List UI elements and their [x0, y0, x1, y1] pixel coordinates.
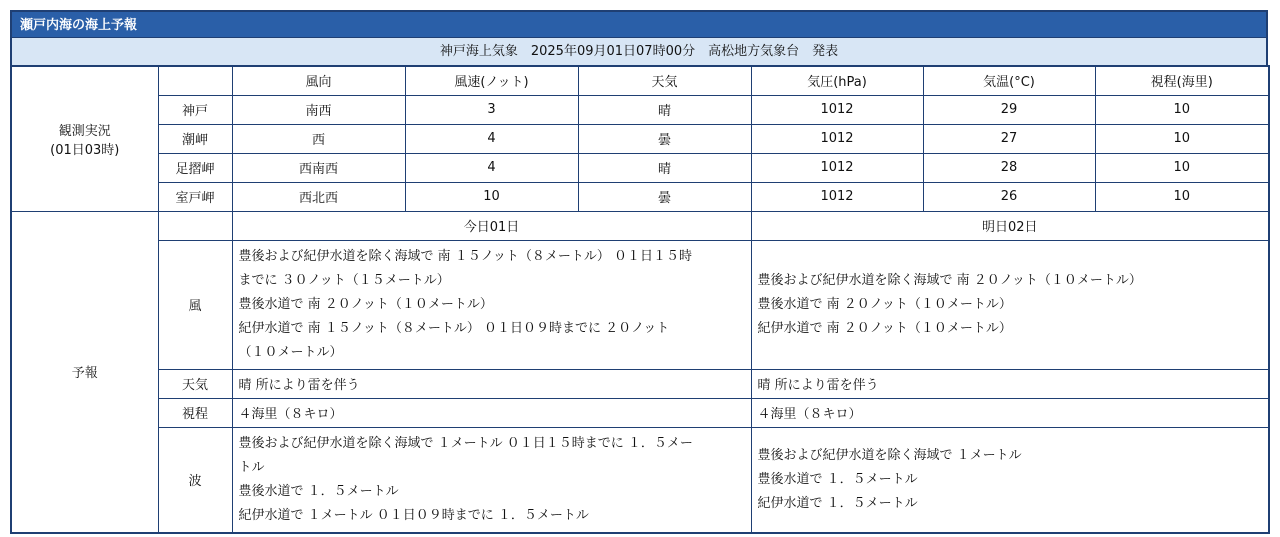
element-label: 波 — [158, 427, 232, 533]
station-name: 潮岬 — [158, 124, 232, 153]
issue-info: 神戸海上気象 2025年09月01日07時00分 高松地方気象台 発表 — [10, 37, 1268, 65]
table-cell: 曇 — [578, 124, 751, 153]
day-header-today: 今日01日 — [232, 211, 751, 240]
column-header: 風向 — [232, 66, 405, 95]
element-label: 天気 — [158, 369, 232, 398]
station-header-blank — [158, 66, 232, 95]
forecast-label: 予報 — [11, 211, 158, 533]
visibility-today: ４海里（８キロ） — [232, 398, 751, 427]
table-cell: 10 — [405, 182, 578, 211]
forecast-day-header-row — [11, 211, 1269, 240]
table-cell: 1012 — [751, 95, 923, 124]
column-header: 風速(ノット) — [405, 66, 578, 95]
table-cell: 西南西 — [232, 153, 405, 182]
waves-tomorrow: 豊後および紀伊水道を除く海域で １メートル 豊後水道で １．５メートル 紀伊水道で １．５メートル — [751, 427, 1269, 533]
waves-today: 豊後および紀伊水道を除く海域で １メートル ０１日１５時までに １．５メー トル 豊後水道で １．５メートル 紀伊水道で １メートル ０１日０９時までに １．５メートル — [232, 427, 751, 533]
station-name: 足摺岬 — [158, 153, 232, 182]
table-cell: 3 — [405, 95, 578, 124]
table-cell: 29 — [923, 95, 1095, 124]
table-row — [11, 182, 1269, 211]
table-cell: 4 — [405, 124, 578, 153]
observation-header-row — [11, 66, 1269, 95]
weather-row — [11, 369, 1269, 398]
station-name: 神戸 — [158, 95, 232, 124]
table-cell: 28 — [923, 153, 1095, 182]
table-row — [11, 124, 1269, 153]
table-row — [11, 95, 1269, 124]
station-name: 室戸岬 — [158, 182, 232, 211]
wind-row — [11, 240, 1269, 369]
day-header-tomorrow: 明日02日 — [751, 211, 1269, 240]
table-cell: 10 — [1095, 124, 1269, 153]
visibility-row — [11, 398, 1269, 427]
table-cell: 26 — [923, 182, 1095, 211]
table-cell: 27 — [923, 124, 1095, 153]
element-label: 風 — [158, 240, 232, 369]
marine-forecast-panel — [10, 10, 1268, 534]
table-cell: 10 — [1095, 182, 1269, 211]
table-cell: 10 — [1095, 95, 1269, 124]
observation-label: 観測実況 (01日03時) — [11, 66, 158, 211]
wind-tomorrow: 豊後および紀伊水道を除く海域で 南 ２０ノット（１０メートル） 豊後水道で 南 ２０ノット（１０メートル） 紀伊水道で 南 ２０ノット（１０メートル） — [751, 240, 1269, 369]
table-cell: 10 — [1095, 153, 1269, 182]
column-header: 視程(海里) — [1095, 66, 1269, 95]
column-header: 気温(°C) — [923, 66, 1095, 95]
table-cell: 1012 — [751, 124, 923, 153]
table-cell: 西 — [232, 124, 405, 153]
element-label: 視程 — [158, 398, 232, 427]
table-cell: 1012 — [751, 153, 923, 182]
table-cell: 晴 — [578, 95, 751, 124]
column-header: 気圧(hPa) — [751, 66, 923, 95]
waves-row — [11, 427, 1269, 533]
table-cell: 西北西 — [232, 182, 405, 211]
page-title: 瀬戸内海の海上予報 — [10, 10, 1268, 37]
table-cell: 晴 — [578, 153, 751, 182]
element-header-blank — [158, 211, 232, 240]
forecast-table — [10, 65, 1270, 534]
weather-tomorrow: 晴 所により雷を伴う — [751, 369, 1269, 398]
table-cell: 1012 — [751, 182, 923, 211]
weather-today: 晴 所により雷を伴う — [232, 369, 751, 398]
table-cell: 南西 — [232, 95, 405, 124]
column-header: 天気 — [578, 66, 751, 95]
table-row — [11, 153, 1269, 182]
wind-today: 豊後および紀伊水道を除く海域で 南 １５ノット（８メートル） ０１日１５時 までに ３０ノット（１５メートル） 豊後水道で 南 ２０ノット（１０メートル） 紀伊水道で 南 １５ノット（８メートル） ０１日０９時までに ２０ノット （１０メートル） — [232, 240, 751, 369]
table-cell: 曇 — [578, 182, 751, 211]
table-cell: 4 — [405, 153, 578, 182]
visibility-tomorrow: ４海里（８キロ） — [751, 398, 1269, 427]
